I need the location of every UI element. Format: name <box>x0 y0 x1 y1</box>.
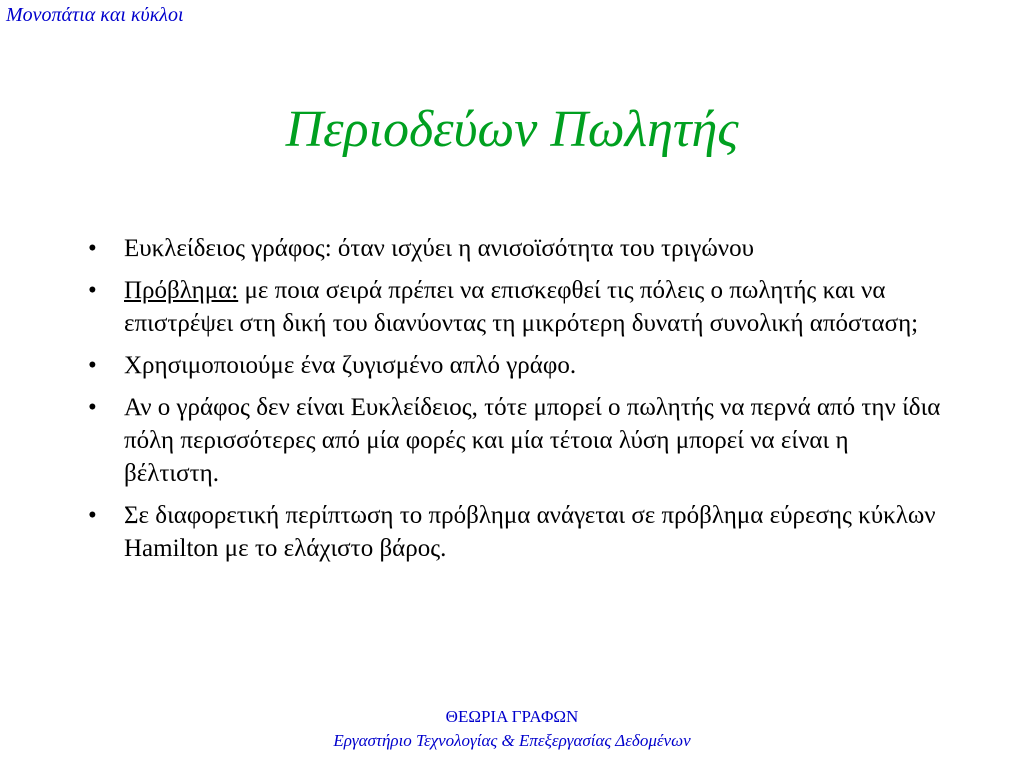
bullet-item-non-euclidean <box>88 391 948 490</box>
problem-term: Πρόβλημα: <box>124 277 239 304</box>
section-header-label: Μονοπάτια και κύκλοι <box>6 4 184 26</box>
bullet-list <box>88 232 948 574</box>
bullet-point-icon: • <box>88 502 97 529</box>
bullet-text: Χρησιμοποιούμε ένα ζυγισμένο απλό γράφο. <box>124 352 577 379</box>
bullet-item-euclidean-graph <box>88 232 948 265</box>
bullet-item-hamilton-cycles <box>88 499 948 565</box>
footer-lab-name: Εργαστήριο Τεχνολογίας & Επεξεργασίας Δεδομένων <box>333 731 691 750</box>
bullet-text: Σε διαφορετική περίπτωση το πρόβλημα ανάγεται σε πρόβλημα εύρεσης κύκλων Hamilton με το ελάχιστο βάρος. <box>124 502 936 562</box>
bullet-text: Ευκλείδειος γράφος: όταν ισχύει η ανισοϊσότητα του τριγώνου <box>124 235 754 262</box>
bullet-point-icon: • <box>88 235 97 262</box>
footer-course-title: ΘΕΩΡΙΑ ΓΡΑΦΩΝ <box>445 707 579 726</box>
bullet-item-weighted-graph <box>88 349 948 382</box>
bullet-point-icon: • <box>88 277 97 304</box>
slide-title: Περιοδεύων Πωλητής <box>285 101 739 158</box>
bullet-text: με ποια σειρά πρέπει να επισκεφθεί τις πόλεις ο πωλητής και να επιστρέψει στη δική του διανύοντας τη μικρότερη δυνατή συνολική απόσταση; <box>124 277 919 337</box>
bullet-text: Αν ο γράφος δεν είναι Ευκλείδειος, τότε μπορεί ο πωλητής να περνά από την ίδια πόλη περισσότερες από μία φορές και μία τέτοια λύση μπορεί να είναι η βέλτιστη. <box>124 394 941 487</box>
slide-footer <box>0 705 1024 753</box>
bullet-point-icon: • <box>88 394 97 421</box>
bullet-item-problem <box>88 274 948 340</box>
bullet-point-icon: • <box>88 352 97 379</box>
